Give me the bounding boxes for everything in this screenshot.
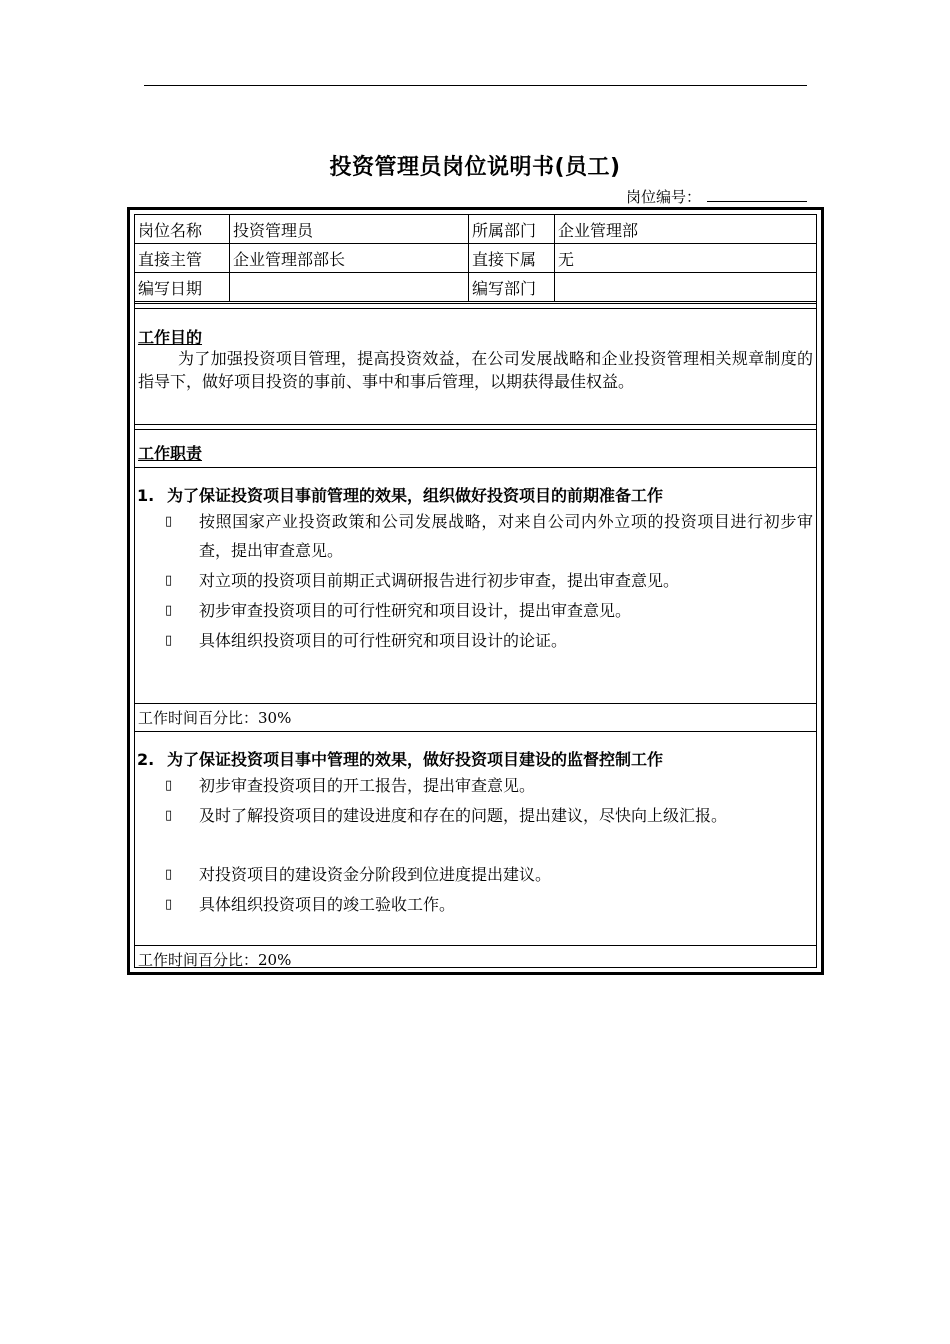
duty-2-bullet-4: 具体组织投资项目的竣工验收工作。 (199, 895, 456, 914)
written-date-value (230, 273, 469, 302)
duty-1-title (137, 483, 663, 506)
department-value: 企业管理部 (555, 215, 817, 244)
list-item (165, 890, 813, 919)
supervisor-value: 企业管理部部长 (230, 244, 469, 273)
department-label: 所属部门 (469, 215, 555, 244)
list-item (165, 507, 813, 565)
duty-2-bullet-3: 对投资项目的建设资金分阶段到位进度提出建议。 (199, 865, 552, 884)
bullet-icon: ▯ (165, 633, 173, 648)
table-row (135, 215, 816, 244)
duty-1-number: 1. (137, 486, 155, 505)
list-item (165, 626, 813, 655)
duty-2-title-text: 为了保证投资项目事中管理的效果，做好投资项目建设的监督控制工作 (167, 750, 664, 769)
percent-divider (135, 703, 816, 704)
post-name-label: 岗位名称 (135, 215, 230, 244)
table-row (135, 273, 816, 302)
document-title: 投资管理员岗位说明书(员工) (329, 155, 621, 180)
duty-2-bullet-1: 初步审查投资项目的开工报告，提出审查意见。 (199, 776, 536, 795)
bullet-icon: ▯ (165, 514, 173, 529)
duty-2-title (137, 747, 663, 770)
bullet-icon: ▯ (165, 867, 173, 882)
list-item (165, 566, 813, 595)
post-number-label: 岗位编号： (625, 188, 701, 206)
duty-2-bullet-2: 及时了解投资项目的建设进度和存在的问题，提出建议，尽快向上级汇报。 (199, 806, 728, 825)
purpose-heading: 工作目的 (138, 328, 203, 347)
duty-1-title-text: 为了保证投资项目事前管理的效果，组织做好投资项目的前期准备工作 (167, 486, 664, 505)
job-description-frame (127, 207, 824, 975)
duties-heading: 工作职责 (138, 444, 203, 463)
supervisor-label: 直接主管 (135, 244, 230, 273)
subordinate-label: 直接下属 (469, 244, 555, 273)
bullet-icon: ▯ (165, 603, 173, 618)
bullet-icon: ▯ (165, 778, 173, 793)
purpose-text: 为了加强投资项目管理，提高投资效益，在公司发展战略和企业投资管理相关规章制度的指导下，做好项目投资的事前、事中和事后管理，以期获得最佳权益。 (138, 349, 813, 391)
duty-2-percent: 工作时间百分比：20% (138, 951, 292, 969)
duty-1-bullet-4: 具体组织投资项目的可行性研究和项目设计的论证。 (199, 631, 568, 650)
written-date-label: 编写日期 (135, 273, 230, 302)
header-rule (144, 85, 807, 86)
list-item (165, 860, 813, 889)
duty-1-percent: 工作时间百分比：30% (138, 709, 292, 727)
duty-1-bullet-2: 对立项的投资项目前期正式调研报告进行初步审查，提出审查意见。 (199, 571, 680, 590)
bullet-icon: ▯ (165, 897, 173, 912)
subordinate-value: 无 (555, 244, 817, 273)
post-name-value: 投资管理员 (230, 215, 469, 244)
duty-1-bullet-3: 初步审查投资项目的可行性研究和项目设计，提出审查意见。 (199, 601, 632, 620)
written-department-label: 编写部门 (469, 273, 555, 302)
duty-2-number: 2. (137, 750, 155, 769)
post-number-field (626, 186, 807, 207)
percent-divider (135, 945, 816, 946)
job-description-body (134, 214, 817, 968)
written-department-value (555, 273, 817, 302)
bullet-icon: ▯ (165, 573, 173, 588)
duties-divider (135, 467, 816, 468)
list-item (165, 596, 813, 625)
bullet-icon: ▯ (165, 808, 173, 823)
section-divider (135, 424, 816, 430)
list-item (165, 771, 813, 800)
percent-divider (135, 731, 816, 732)
table-row (135, 244, 816, 273)
post-number-blank (707, 187, 807, 202)
list-item (165, 801, 813, 830)
duty-1-bullet-1: 按照国家产业投资政策和公司发展战略，对来自公司内外立项的投资项目进行初步审查，提出审查意见。 (199, 512, 813, 560)
section-divider (135, 303, 816, 309)
basic-info-table (135, 215, 816, 302)
